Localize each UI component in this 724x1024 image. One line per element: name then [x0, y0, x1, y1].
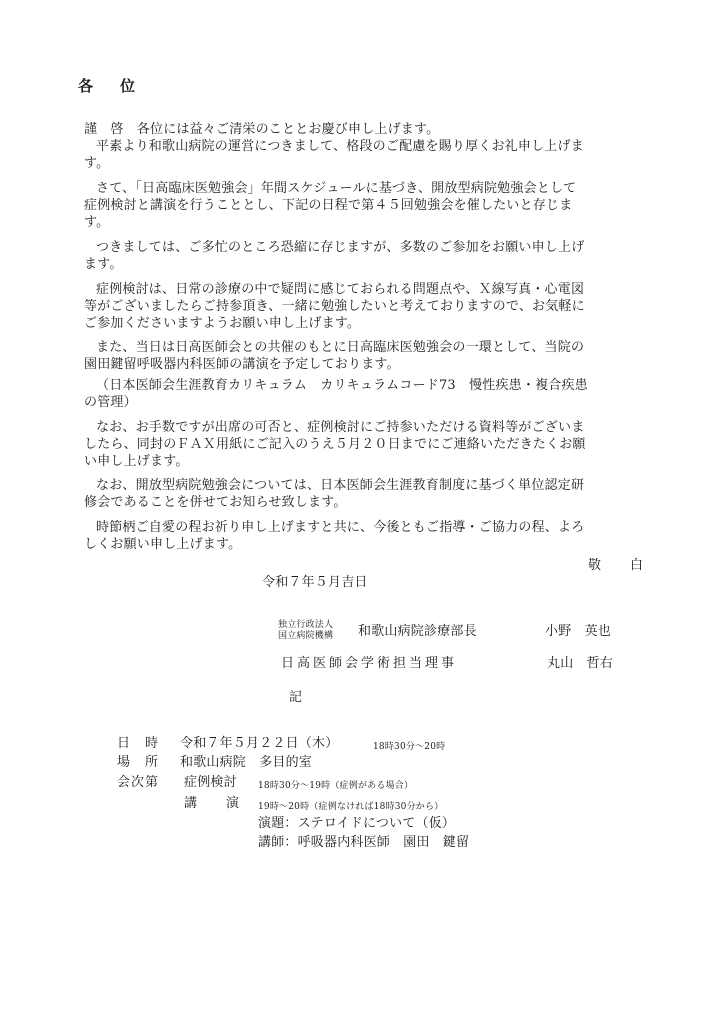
body-line: さて、「日高臨床医勉強会」年間スケジュールに基づき、開放型病院勉強会として	[96, 181, 577, 196]
case-study-label: 症例検討	[184, 775, 237, 790]
place-label: 場 所	[117, 755, 160, 770]
signatory-1-title: 和歌山病院診療部長	[358, 624, 477, 639]
signatory-1-name: 小野 英也	[545, 624, 612, 639]
body-line: 時節柄ご自愛の程お祈り申し上げますと共に、今後ともご指導・ご協力の程、よろ	[96, 520, 585, 535]
body-line: い申し上げます。	[84, 454, 189, 469]
ki-heading: 記	[289, 690, 303, 705]
body-line: ご参加くださいますようお願い申し上げます。	[84, 316, 361, 331]
signatory-org-line2: 国立病院機構	[278, 631, 334, 641]
date-label: 日 時	[117, 736, 160, 751]
body-line: す。	[84, 156, 110, 171]
body-line: したら、同封のＦＡＸ用紙にご記入のうえ５月２０日までにご連絡いただきたくお願	[84, 437, 586, 452]
body-line: 等がございましたらご持参頂き、一緒に勉強したいと考えておりますので、お気軽に	[84, 299, 585, 314]
body-line: つきましては、ご多忙のところ恐縮に存じますが、多数のご参加をお願い申し上げ	[96, 240, 585, 255]
body-line: しくお願い申し上げます。	[84, 537, 242, 552]
body-line: 症例検討は、日常の診療の中で疑問に感じておられる問題点や、Ｘ線写真・心電図	[96, 282, 585, 297]
closing: 敬 白	[588, 558, 652, 573]
event-time: 18時30分～20時	[373, 742, 446, 752]
body-line: （日本医師会生涯教育カリキュラム カリキュラムコード73 慢性疾患・複合疾患	[96, 378, 588, 393]
body-line: なお、お手数ですが出席の可否と、症例検討にご持参いただける資料等がございま	[96, 420, 585, 435]
body-line: 園田鍵留呼吸器内科医師の講演を予定しております。	[84, 357, 400, 372]
body-line: す。	[84, 215, 110, 230]
agenda-label: 会次第	[117, 775, 160, 790]
event-place: 和歌山病院 多目的室	[180, 755, 313, 770]
signatory-2-name: 丸山 哲右	[547, 656, 614, 671]
body-line: ます。	[84, 257, 123, 272]
signatory-org-line1: 独立行政法人	[278, 620, 334, 630]
body-line: また、当日は日高医師会との共催のもとに日高臨床医勉強会の一環として、当院の	[96, 340, 585, 355]
body-line: 修会であることを併せてお知らせ致します。	[84, 495, 347, 510]
event-date: 令和７年５月２２日（木）	[180, 736, 339, 751]
body-line: なお、開放型病院勉強会については、日本医師会生涯教育制度に基づく単位認定研	[96, 478, 585, 493]
body-line: 症例検討と講演を行うこととし、下記の日程で第４５回勉強会を催したいと存じま	[84, 198, 573, 213]
case-study-time: 18時30分～19時（症例がある場合）	[258, 781, 414, 791]
body-line: 謹 啓 各位には益々ご清栄のこととお慶び申し上げます。	[84, 122, 440, 137]
lecturer: 講師：呼吸器内科医師 園田 鍵留	[258, 835, 470, 850]
signatory-2-title: 日高医師会学術担当理事	[281, 656, 458, 671]
lecture-label: 講 演	[184, 796, 248, 811]
salutation: 各 位	[78, 77, 142, 95]
body-line: の管理）	[84, 395, 137, 410]
lecture-time: 19時～20時（症例なければ18時30分から）	[258, 802, 444, 812]
lecture-title: 演題：ステロイドについて（仮）	[258, 816, 456, 831]
letter-date: 令和７年５月吉日	[262, 575, 368, 590]
body-line: 平素より和歌山病院の運営につきまして、格段のご配慮を賜り厚くお礼申し上げま	[96, 139, 584, 154]
